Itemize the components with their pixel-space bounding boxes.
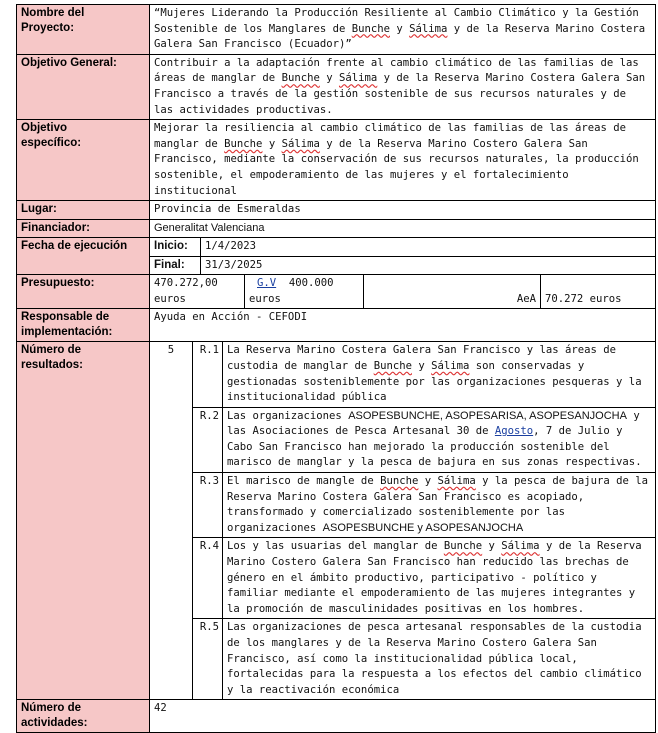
label-objetivo-general: Objetivo General: — [17, 54, 150, 119]
aea-label: AeA — [364, 275, 541, 308]
value-resultados — [150, 342, 656, 700]
resultados-table — [150, 342, 655, 699]
result-row — [150, 407, 655, 472]
result-text: Los y las usuarias del manglar de Bunche y Sálima y de la Reserva Marino Costero Galera San Francisco han reducido las brechas de género en el ámbito productivo, participativo - político y familiar mediante el empoderamiento de las mujeres integrantes y la promoción de masculinidades positivas en los hombres. — [223, 538, 656, 619]
row-nombre-proyecto — [17, 5, 656, 55]
gv-amount: G.V 400.000 euros — [245, 275, 364, 308]
label-resultados: Número de resultados: — [17, 342, 150, 700]
row-objetivo-general — [17, 54, 656, 119]
presupuesto-table — [150, 275, 655, 308]
result-text: El marisco de mangle de Bunche y Sálima y la pesca de bajura de la Reserva Marino Costera Galera San Francisco es acopiado, transformado y comercializado sosteniblemente por las organizaciones ASOPESBUNCHE y ASOPESANJOCHA — [223, 473, 656, 538]
result-code: R.1 — [193, 342, 223, 407]
label-responsable: Responsable de implementación: — [17, 309, 150, 342]
project-summary-table — [16, 4, 656, 733]
result-code: R.5 — [193, 619, 223, 699]
spell-word: Sálima — [431, 359, 470, 372]
row-actividades — [17, 700, 656, 733]
value-objetivo-especifico: Mejorar la resiliencia al cambio climático de las familias de las áreas de manglar de Bunche y Sálima y de la Reserva Marino Costero Galera San Francisco, mediante la conservación de sus recursos naturales, la producción sostenible, el empoderamiento de las mujeres y el fortalecimiento institucional — [150, 120, 656, 201]
resultados-count: 5 — [150, 342, 193, 699]
label-fecha-ejecucion: Fecha de ejecución — [17, 238, 150, 275]
spell-word: Bunche — [281, 72, 320, 85]
row-objetivo-especifico — [17, 120, 656, 201]
aea-value: 70.272 euros — [541, 275, 656, 308]
value-fecha-ejecucion — [150, 238, 656, 275]
inicio-value: 1/4/2023 — [201, 238, 656, 256]
inicio-label: Inicio: — [150, 238, 201, 256]
value-actividades: 42 — [150, 700, 656, 733]
spell-word: Bunche — [373, 359, 412, 372]
fecha-table — [150, 238, 655, 274]
label-presupuesto: Presupuesto: — [17, 275, 150, 309]
spell-word: Sálima — [501, 540, 540, 553]
row-lugar — [17, 201, 656, 220]
spell-word: Bunche — [224, 137, 263, 150]
spell-word: Bunche — [351, 22, 390, 35]
spell-word: Bunche — [443, 540, 483, 553]
presupuesto-total: 470.272,00 euros — [154, 277, 218, 305]
value-financiador: Generalitat Valenciana — [150, 219, 656, 238]
result-text: La Reserva Marino Costera Galera San Francisco y las áreas de custodia de manglar de Bunche y Sálima son conservadas y gestionadas sosteniblemente por las organizaciones pesqueras y la institucionalidad pública — [223, 342, 656, 407]
result-text: Las organizaciones ASOPESBUNCHE, ASOPESARISA, ASOPESANJOCHA y las Asociaciones de Pesca Artesanal 30 de Agosto, 7 de Julio y Cabo San Francisco han mejorado la producción sostenible del marisco de manglar y la pesca de bajura en sus zonas respectivas. — [223, 407, 656, 472]
spell-word: Sálima — [281, 137, 320, 150]
result-code: R.4 — [193, 538, 223, 619]
result-code: R.3 — [193, 473, 223, 538]
value-nombre-proyecto: “Mujeres Liderando la Producción Resiliente al Cambio Climático y la Gestión Sostenible de los Manglares de Bunche y Sálima y de la Reserva Marino Costera Galera San Francisco (Ecuador)” — [150, 5, 656, 55]
final-value: 31/3/2025 — [201, 256, 656, 274]
final-label: Final: — [150, 256, 201, 274]
value-objetivo-general: Contribuir a la adaptación frente al cambio climático de las familias de las áreas de manglar de Bunche y Sálima y de la Reserva Marino Costera Galera San Francisco a través de la gestión sostenible de sus recursos naturales y de las actividades productivas. — [150, 54, 656, 119]
value-lugar: Provincia de Esmeraldas — [150, 201, 656, 220]
result-row — [150, 619, 655, 699]
underlined-word: Agosto — [494, 425, 534, 438]
result-text: Las organizaciones de pesca artesanal responsables de la custodia de los manglares y de la Reserva Marino Costero Galera San Francisco, así como la institucionalidad pública local, fortalecidas para la respuesta a los efectos del cambio climático y la reactivación económica — [223, 619, 656, 699]
result-code: R.2 — [193, 407, 223, 472]
label-objetivo-especifico: Objetivo específico: — [17, 120, 150, 201]
spell-word: Sálima — [338, 72, 378, 85]
result-row — [150, 342, 655, 407]
row-resultados — [17, 342, 656, 700]
label-lugar: Lugar: — [17, 201, 150, 220]
label-financiador: Financiador: — [17, 219, 150, 238]
label-actividades: Número de actividades: — [17, 700, 150, 733]
row-fecha-ejecucion — [17, 238, 656, 275]
value-responsable: Ayuda en Acción - CEFODI — [150, 309, 656, 342]
row-presupuesto — [17, 275, 656, 309]
spell-word: Sálima — [437, 475, 476, 488]
row-financiador — [17, 219, 656, 238]
spell-word: Sálima — [409, 22, 448, 35]
label-nombre-proyecto: Nombre del Proyecto: — [17, 5, 150, 55]
row-responsable — [17, 309, 656, 342]
result-row — [150, 473, 655, 538]
value-presupuesto — [150, 275, 656, 309]
gv-label: G.V — [257, 277, 277, 290]
spell-word: Bunche — [380, 475, 419, 488]
result-row — [150, 538, 655, 619]
